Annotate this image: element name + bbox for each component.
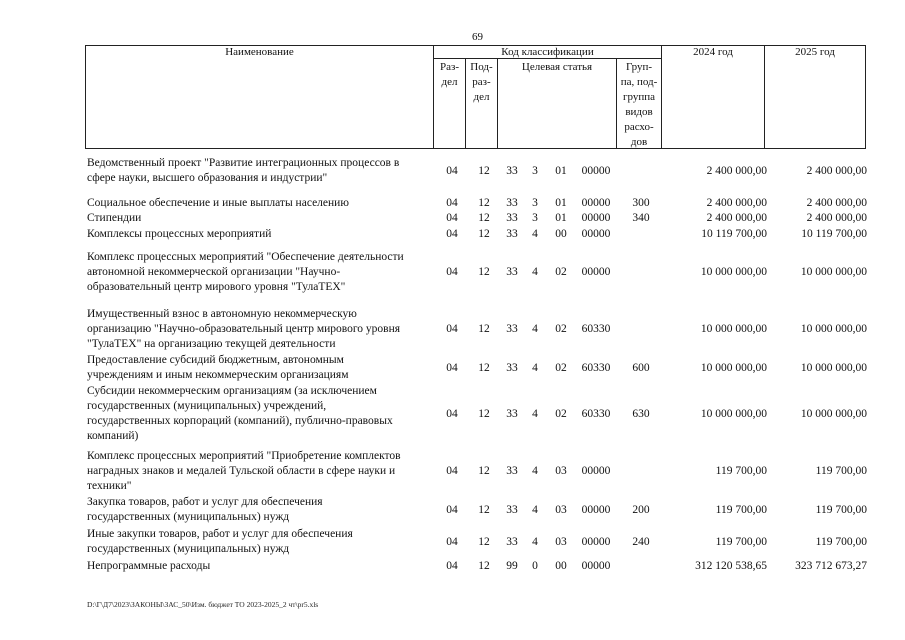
header-code-group: Код классификации bbox=[501, 46, 594, 58]
row-target-structure: 02 bbox=[555, 408, 567, 420]
row-value-2025: 10 000 000,00 bbox=[800, 408, 867, 420]
row-name: Закупка товаров, работ и услуг для обеспечения государственных (муниципальных) нужд bbox=[87, 496, 323, 523]
header-cell-name bbox=[85, 45, 434, 149]
row-value-2024: 2 400 000,00 bbox=[706, 197, 767, 209]
table-row bbox=[87, 449, 877, 494]
row-razdel: 04 bbox=[446, 408, 458, 420]
row-target-program: 33 bbox=[506, 536, 518, 548]
row-target-type: 4 bbox=[532, 465, 538, 477]
row-value-2024: 2 400 000,00 bbox=[706, 212, 767, 224]
row-target-program: 99 bbox=[506, 560, 518, 572]
row-name: Комплекс процессных мероприятий "Приобретение комплектов наградных знаков и медалей Тульской области в сфере науки и техники" bbox=[87, 450, 401, 492]
row-podrazdel: 12 bbox=[478, 362, 490, 374]
row-podrazdel: 12 bbox=[478, 228, 490, 240]
row-razdel: 04 bbox=[446, 266, 458, 278]
row-name: Иные закупки товаров, работ и услуг для обеспечения государственных (муниципальных) нужд bbox=[87, 528, 353, 555]
row-name: Социальное обеспечение и иные выплаты населению bbox=[87, 197, 349, 209]
row-razdel: 04 bbox=[446, 323, 458, 335]
header-razdel: Раз- дел bbox=[439, 61, 459, 88]
row-target-direction: 00000 bbox=[581, 536, 611, 548]
row-podrazdel: 12 bbox=[478, 165, 490, 177]
row-value-2024: 119 700,00 bbox=[715, 536, 767, 548]
row-value-2024: 10 119 700,00 bbox=[701, 228, 767, 240]
row-target-structure: 02 bbox=[555, 323, 567, 335]
row-razdel: 04 bbox=[446, 465, 458, 477]
row-target-direction: 00000 bbox=[581, 560, 611, 572]
row-value-2025: 2 400 000,00 bbox=[806, 165, 867, 177]
row-target-type: 4 bbox=[532, 266, 538, 278]
row-name: Непрограммные расходы bbox=[87, 560, 211, 572]
row-expense-group: 340 bbox=[632, 212, 650, 224]
file-path-footer: D:\Г\Д7\2023\ЗАКОНЫ\ЗАС_50\Изм. бюджет ТО 2023-2025_2 чт\pr5.xls bbox=[87, 600, 319, 609]
row-target-direction: 60330 bbox=[581, 408, 611, 420]
row-target-structure: 00 bbox=[555, 228, 567, 240]
table-row bbox=[87, 384, 877, 444]
row-target-program: 33 bbox=[506, 362, 518, 374]
row-target-program: 33 bbox=[506, 465, 518, 477]
header-name: Наименование bbox=[225, 46, 294, 58]
row-podrazdel: 12 bbox=[478, 323, 490, 335]
row-razdel: 04 bbox=[446, 560, 458, 572]
row-name: Субсидии некоммерческим организациям (за исключением государственных (муниципальных) учреждений, государственных корпораций (компаний), публично-правовых компаний) bbox=[87, 385, 393, 442]
row-razdel: 04 bbox=[446, 362, 458, 374]
row-value-2025: 10 119 700,00 bbox=[801, 228, 867, 240]
row-target-program: 33 bbox=[506, 408, 518, 420]
row-target-program: 33 bbox=[506, 165, 518, 177]
row-value-2024: 10 000 000,00 bbox=[700, 362, 767, 374]
row-target-direction: 00000 bbox=[581, 266, 611, 278]
row-target-program: 33 bbox=[506, 504, 518, 516]
row-value-2024: 312 120 538,65 bbox=[695, 560, 767, 572]
row-podrazdel: 12 bbox=[478, 536, 490, 548]
row-name: Предоставление субсидий бюджетным, автономным учреждениям и иным некоммерческим организациям bbox=[87, 354, 349, 381]
row-target-type: 3 bbox=[532, 165, 538, 177]
row-target-type: 3 bbox=[532, 212, 538, 224]
table-row bbox=[87, 250, 877, 295]
row-target-program: 33 bbox=[506, 197, 518, 209]
row-razdel: 04 bbox=[446, 212, 458, 224]
row-value-2025: 10 000 000,00 bbox=[800, 266, 867, 278]
row-value-2025: 2 400 000,00 bbox=[806, 212, 867, 224]
row-target-type: 4 bbox=[532, 408, 538, 420]
row-podrazdel: 12 bbox=[478, 408, 490, 420]
row-target-structure: 00 bbox=[555, 560, 567, 572]
row-target-direction: 00000 bbox=[581, 212, 611, 224]
table-row bbox=[87, 495, 877, 525]
row-value-2025: 10 000 000,00 bbox=[800, 362, 867, 374]
row-target-type: 4 bbox=[532, 228, 538, 240]
row-value-2025: 2 400 000,00 bbox=[806, 197, 867, 209]
row-target-structure: 03 bbox=[555, 536, 567, 548]
row-target-direction: 00000 bbox=[581, 197, 611, 209]
row-target-type: 4 bbox=[532, 504, 538, 516]
row-target-direction: 00000 bbox=[581, 504, 611, 516]
row-target-direction: 60330 bbox=[581, 323, 611, 335]
table-row bbox=[87, 559, 877, 574]
row-target-structure: 03 bbox=[555, 504, 567, 516]
row-target-type: 4 bbox=[532, 362, 538, 374]
header-2024: 2024 год bbox=[693, 46, 733, 58]
table-row bbox=[87, 527, 877, 557]
row-value-2024: 2 400 000,00 bbox=[706, 165, 767, 177]
row-target-type: 0 bbox=[532, 560, 538, 572]
row-target-program: 33 bbox=[506, 266, 518, 278]
row-name: Комплекс процессных мероприятий "Обеспечение деятельности автономной некоммерческой организации "Научно- образовательный центр мирового уровня "ТулаТЕХ" bbox=[87, 251, 404, 293]
header-cell-2024 bbox=[661, 45, 765, 149]
row-target-structure: 01 bbox=[555, 212, 567, 224]
row-expense-group: 240 bbox=[632, 536, 650, 548]
row-value-2025: 119 700,00 bbox=[815, 536, 867, 548]
row-name: Ведомственный проект "Развитие интеграционных процессов в сфере науки, высшего образования и индустрии" bbox=[87, 157, 400, 184]
row-razdel: 04 bbox=[446, 504, 458, 516]
row-podrazdel: 12 bbox=[478, 465, 490, 477]
row-value-2025: 119 700,00 bbox=[815, 465, 867, 477]
row-target-structure: 02 bbox=[555, 266, 567, 278]
row-name: Стипендии bbox=[87, 212, 142, 224]
row-expense-group: 300 bbox=[632, 197, 650, 209]
header-target: Целевая статья bbox=[521, 61, 593, 73]
row-target-direction: 00000 bbox=[581, 465, 611, 477]
row-podrazdel: 12 bbox=[478, 266, 490, 278]
row-razdel: 04 bbox=[446, 165, 458, 177]
row-target-program: 33 bbox=[506, 228, 518, 240]
row-podrazdel: 12 bbox=[478, 197, 490, 209]
row-target-program: 33 bbox=[506, 323, 518, 335]
row-value-2024: 10 000 000,00 bbox=[700, 266, 767, 278]
row-expense-group: 200 bbox=[632, 504, 650, 516]
row-target-type: 4 bbox=[532, 536, 538, 548]
row-value-2025: 323 712 673,27 bbox=[795, 560, 867, 572]
row-target-direction: 00000 bbox=[581, 165, 611, 177]
row-value-2024: 10 000 000,00 bbox=[700, 323, 767, 335]
row-target-type: 4 bbox=[532, 323, 538, 335]
row-target-direction: 60330 bbox=[581, 362, 611, 374]
header-group: Груп- па, под- группа видов расхо- дов bbox=[620, 61, 658, 148]
table-row bbox=[87, 211, 877, 226]
table-row bbox=[87, 307, 877, 352]
header-2025: 2025 год bbox=[795, 46, 835, 58]
row-value-2025: 119 700,00 bbox=[815, 504, 867, 516]
row-podrazdel: 12 bbox=[478, 504, 490, 516]
header-cell-2025 bbox=[764, 45, 866, 149]
row-target-structure: 03 bbox=[555, 465, 567, 477]
row-razdel: 04 bbox=[446, 228, 458, 240]
table-row bbox=[87, 353, 877, 383]
row-target-direction: 00000 bbox=[581, 228, 611, 240]
row-expense-group: 630 bbox=[632, 408, 650, 420]
row-podrazdel: 12 bbox=[478, 560, 490, 572]
row-expense-group: 600 bbox=[632, 362, 650, 374]
header-podrazdel: Под- раз- дел bbox=[470, 61, 493, 103]
row-value-2024: 119 700,00 bbox=[715, 504, 767, 516]
row-razdel: 04 bbox=[446, 197, 458, 209]
table-row bbox=[87, 156, 877, 186]
row-name: Комплексы процессных мероприятий bbox=[87, 228, 272, 240]
row-value-2024: 119 700,00 bbox=[715, 465, 767, 477]
row-value-2025: 10 000 000,00 bbox=[800, 323, 867, 335]
row-razdel: 04 bbox=[446, 536, 458, 548]
row-name: Имущественный взнос в автономную некоммерческую организацию "Научно-образовательный центр мирового уровня "ТулаТЕХ" на организацию текущей деятельности bbox=[87, 308, 401, 350]
table-row bbox=[87, 196, 877, 211]
row-target-structure: 01 bbox=[555, 197, 567, 209]
row-podrazdel: 12 bbox=[478, 212, 490, 224]
table-row bbox=[87, 227, 877, 242]
row-target-program: 33 bbox=[506, 212, 518, 224]
row-target-structure: 01 bbox=[555, 165, 567, 177]
row-target-type: 3 bbox=[532, 197, 538, 209]
page-number: 69 bbox=[472, 31, 483, 43]
row-target-structure: 02 bbox=[555, 362, 567, 374]
row-value-2024: 10 000 000,00 bbox=[700, 408, 767, 420]
